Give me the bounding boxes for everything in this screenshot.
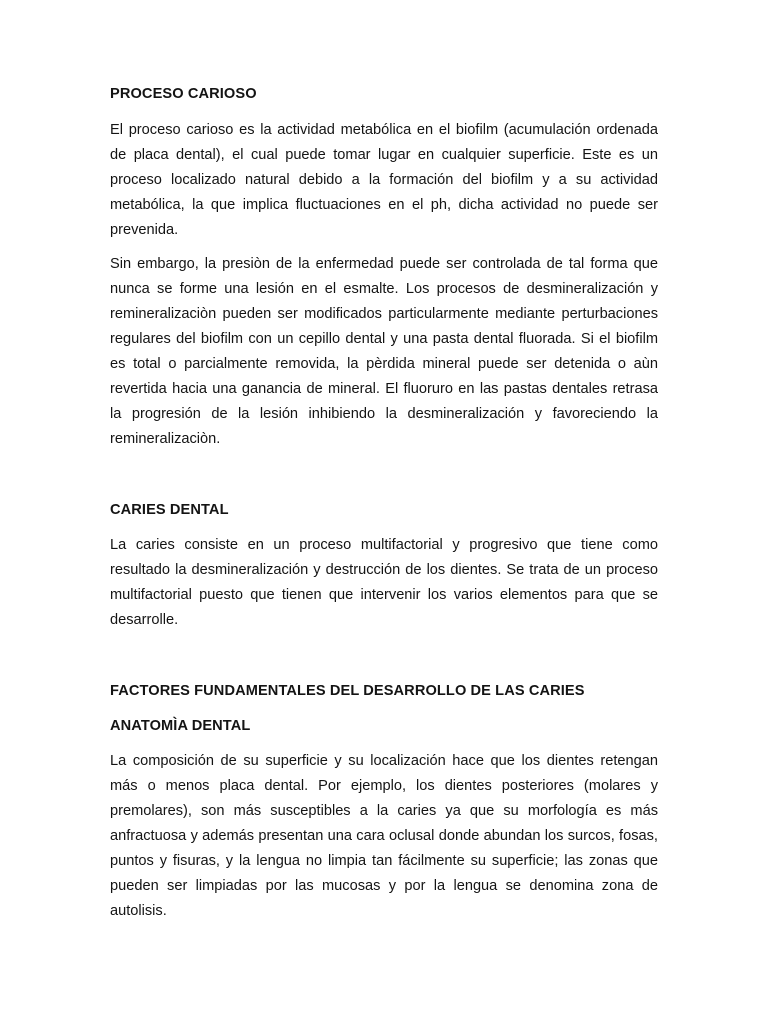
document-page [110, 83, 658, 924]
paragraph-proceso-carioso-1: El proceso carioso es la actividad metabólica en el biofilm (acumulación ordenada de placa dental), el cual puede tomar lugar en cualquier superficie. Este es un proceso localizado natural debido a la formación del biofilm y a su actividad metabólica, la que implica fluctuaciones en el ph, dicha actividad no puede ser prevenida. [110, 122, 658, 238]
heading-factores-fundamentales: FACTORES FUNDAMENTALES DEL DESARROLLO DE LAS CARIES [110, 683, 585, 699]
paragraph-proceso-carioso-2: Sin embargo, la presiòn de la enfermedad puede ser controlada de tal forma que nunca se forme una lesión en el esmalte. Los procesos de desmineralización y remineralizaciòn pueden ser modificados particularmente mediante perturbaciones regulares del biofilm con un cepillo dental y una pasta dental fluorada. Si el biofilm es total o parcialmente removida, la pèrdida mineral puede ser detenida o aùn revertida hacia una ganancia de mineral. El fluoruro en las pastas dentales retrasa la progresión de la lesión inhibiendo la desmineralización y favoreciendo la remineralizaciòn. [110, 256, 658, 447]
paragraph-caries-dental: La caries consiste en un proceso multifactorial y progresivo que tiene como resultado la desmineralización y destrucción de los dientes. Se trata de un proceso multifactorial puesto que tienen que intervenir los varios elementos para que se desarrolle. [110, 537, 658, 628]
paragraph-anatomia-dental: La composición de su superficie y su localización hace que los dientes retengan más o menos placa dental. Por ejemplo, los dientes posteriores (molares y premolares), son más susceptibles a la caries ya que su morfología es más anfractuosa y además presentan una cara oclusal donde abundan los surcos, fosas, puntos y fisuras, y la lengua no limpia tan fácilmente su superficie; las zonas que pueden ser limpiadas por las mucosas y por la lengua se denomina zona de autolisis. [110, 753, 658, 919]
heading-proceso-carioso: PROCESO CARIOSO [110, 86, 257, 102]
heading-caries-dental: CARIES DENTAL [110, 502, 229, 518]
subheading-anatomia-dental: ANATOMÌA DENTAL [110, 718, 251, 734]
